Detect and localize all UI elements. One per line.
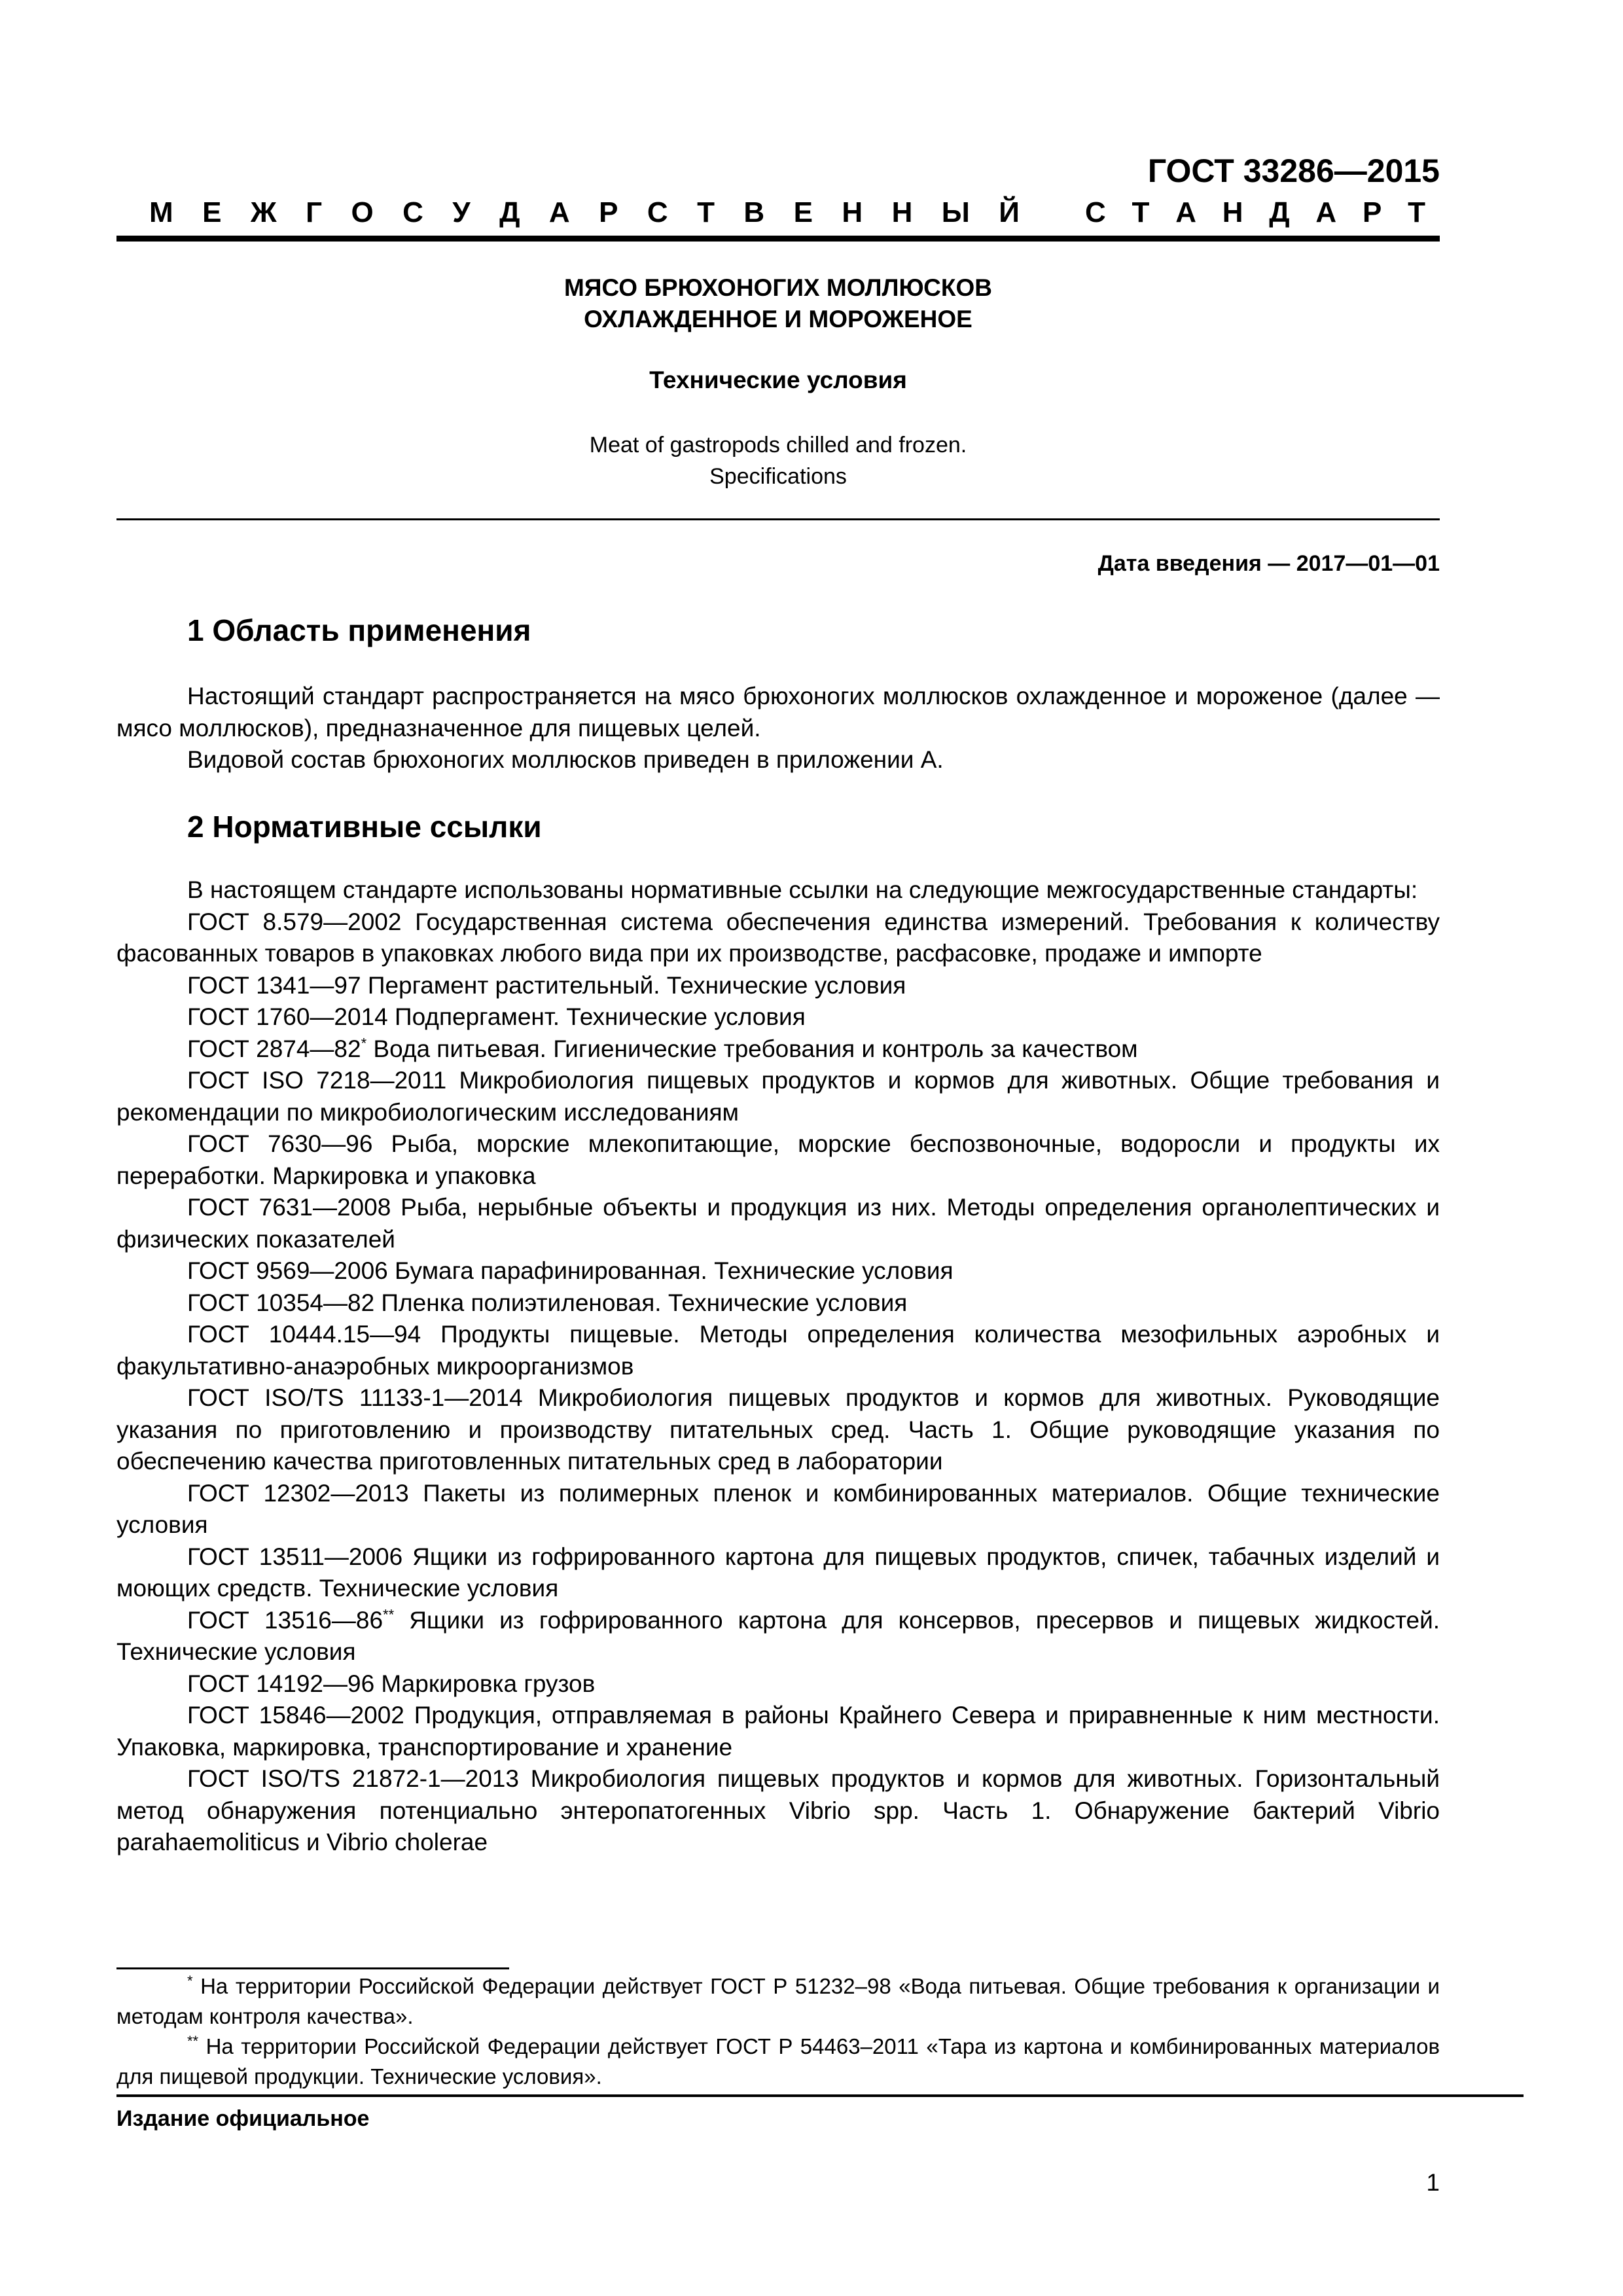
banner-letter: М [149, 196, 173, 228]
banner-letter: Т [1408, 196, 1425, 228]
reference-code: ГОСТ 2874—82 [187, 1035, 361, 1062]
banner-letter: Е [793, 196, 813, 228]
banner-letter: Ж [250, 196, 277, 228]
banner-letter: С [1085, 196, 1106, 228]
banner-letter: Ы [941, 196, 970, 228]
banner-letter: В [743, 196, 765, 228]
footnotes [116, 1971, 1440, 2092]
banner-letter: Н [842, 196, 863, 228]
banner-letter: Н [891, 196, 913, 228]
english-title [116, 429, 1440, 492]
banner-letter: Й [999, 196, 1020, 228]
banner-letter: Н [1222, 196, 1243, 228]
reference-item [116, 1033, 1440, 1066]
banner-letter: А [1175, 196, 1196, 228]
reference-item: ГОСТ 12302—2013 Пакеты из полимерных пленок и комбинированных материалов. Общие технические условия [116, 1479, 1440, 1538]
banner-letter: О [351, 196, 374, 228]
banner-letter: Т [697, 196, 715, 228]
reference-item: ГОСТ 8.579—2002 Государственная система обеспечения единства измерений. Требования к количеству фасованных товаров в упаковках любого вида при их производстве, расфасовке, продаже и импорте [116, 908, 1440, 967]
footnote-mark[interactable]: * [361, 1035, 367, 1052]
reference-item: ГОСТ 7630—96 Рыба, морские млекопитающие, морские беспозвоночные, водоросли и продукты их переработки. Маркировка и упаковка [116, 1130, 1440, 1189]
standard-number: ГОСТ 33286—2015 [1147, 152, 1440, 189]
title-line-1: МЯСО БРЮХОНОГИХ МОЛЛЮСКОВ [564, 274, 992, 301]
reference-title: Вода питьевая. Гигиенические требования и контроль за качеством [366, 1035, 1138, 1062]
reference-item: ГОСТ 1341—97 Пергамент растительный. Технические условия [187, 971, 906, 999]
document-title [116, 272, 1440, 335]
banner-letter: Д [499, 196, 520, 228]
banner-letter: У [452, 196, 471, 228]
footnote-mark: * [187, 1973, 193, 1989]
reference-title: Ящики из гофрированного картона для консервов, пресервов и пищевых жидкостей. Технические условия [116, 1606, 1440, 1665]
footnote-mark: ** [187, 2033, 199, 2049]
reference-code: ГОСТ 13516—86 [187, 1606, 383, 1634]
reference-item: ГОСТ 14192—96 Маркировка грузов [187, 1670, 596, 1697]
title-rule [116, 518, 1440, 520]
reference-item: ГОСТ 7631—2008 Рыба, нерыбные объекты и продукция из них. Методы определения органолептических и физических показателей [116, 1194, 1440, 1253]
reference-item [116, 1605, 1440, 1668]
reference-item: ГОСТ 13511—2006 Ящики из гофрированного картона для пищевых продуктов, спичек, табачных изделий и моющих средств. Технические условия [116, 1543, 1440, 1602]
header-rule [116, 236, 1440, 242]
footer-rule [116, 2094, 1524, 2097]
reference-item: ГОСТ 10444.15—94 Продукты пищевые. Методы определения количества мезофильных аэробных и факультативно-анаэробных микроорганизмов [116, 1321, 1440, 1380]
banner-word-standard [1085, 196, 1425, 229]
title-line-2: ОХЛАЖДЕННОЕ И МОРОЖЕНОЕ [584, 306, 972, 332]
banner-letter: А [1315, 196, 1337, 228]
section-2-body [116, 874, 1440, 1859]
reference-item: ГОСТ ISO/TS 21872-1—2013 Микробиология пищевых продуктов и кормов для животных. Горизонтальный метод обнаружения потенциально энтеропатогенных Vibrio spp. Часть 1. Обнаружение бактерий Vibrio parahaemoliticus и Vibrio cholerae [116, 1765, 1440, 1856]
banner-letter: С [402, 196, 423, 228]
edition-label: Издание официальное [116, 2106, 370, 2131]
page-number: 1 [1426, 2169, 1440, 2196]
banner-letter: Е [202, 196, 222, 228]
banner-letter: А [548, 196, 570, 228]
document-subtitle: Технические условия [649, 367, 907, 393]
footnote-mark[interactable]: ** [383, 1606, 395, 1623]
standard-banner [149, 196, 1425, 229]
banner-letter: Р [599, 196, 618, 228]
banner-word-interstate [149, 196, 1020, 229]
section-1-paragraph: Видовой состав брюхоногих моллюсков приведен в приложении А. [187, 746, 944, 773]
footnote [116, 1971, 1440, 2032]
reference-item: ГОСТ 15846—2002 Продукция, отправляемая в районы Крайнего Севера и приравненные к ним местности. Упаковка, маркировка, транспортирование и хранение [116, 1702, 1440, 1761]
footnote [116, 2032, 1440, 2092]
section-2-intro: В настоящем стандарте использованы нормативные ссылки на следующие межгосударственные стандарты: [187, 876, 1418, 903]
banner-letter: С [647, 196, 668, 228]
banner-letter: Д [1269, 196, 1290, 228]
banner-letter: Г [306, 196, 323, 228]
english-title-line-1: Meat of gastropods chilled and frozen. [589, 433, 967, 457]
banner-letter: Р [1362, 196, 1382, 228]
reference-item: ГОСТ 9569—2006 Бумага парафинированная. Технические условия [187, 1257, 954, 1284]
banner-letter: Т [1132, 196, 1150, 228]
section-1-heading: 1 Область применения [187, 613, 531, 647]
footnote-separator [116, 1967, 509, 1969]
section-1-body [116, 681, 1440, 776]
reference-item: ГОСТ ISO/TS 11133-1—2014 Микробиология пищевых продуктов и кормов для животных. Руководящие указания по приготовлению и производству питательных сред. Часть 1. Общие руководящие указания по обеспечению качества приготовленных питательных сред в лаборатории [116, 1384, 1440, 1475]
section-2-heading: 2 Нормативные ссылки [187, 810, 542, 844]
reference-item: ГОСТ 10354—82 Пленка полиэтиленовая. Технические условия [187, 1289, 908, 1316]
footnote-text: На территории Российской Федерации действует ГОСТ Р 54463–2011 «Тара из картона и комбинированных материалов для пищевой продукции. Технические условия». [116, 2034, 1440, 2089]
english-title-line-2: Specifications [709, 464, 847, 489]
reference-item: ГОСТ 1760—2014 Подпергамент. Технические условия [187, 1003, 806, 1030]
section-1-paragraph: Настоящий стандарт распространяется на мясо брюхоногих моллюсков охлажденное и мороженое (далее — мясо моллюсков), предназначенное для пищевых целей. [116, 683, 1440, 742]
footnote-text: На территории Российской Федерации действует ГОСТ Р 51232–98 «Вода питьевая. Общие требования к организации и методам контроля качества». [116, 1974, 1440, 2028]
introduction-date: Дата введения — 2017—01—01 [1097, 551, 1440, 576]
reference-item: ГОСТ ISO 7218—2011 Микробиология пищевых продуктов и кормов для животных. Общие требования и рекомендации по микробиологическим исследованиям [116, 1067, 1440, 1126]
